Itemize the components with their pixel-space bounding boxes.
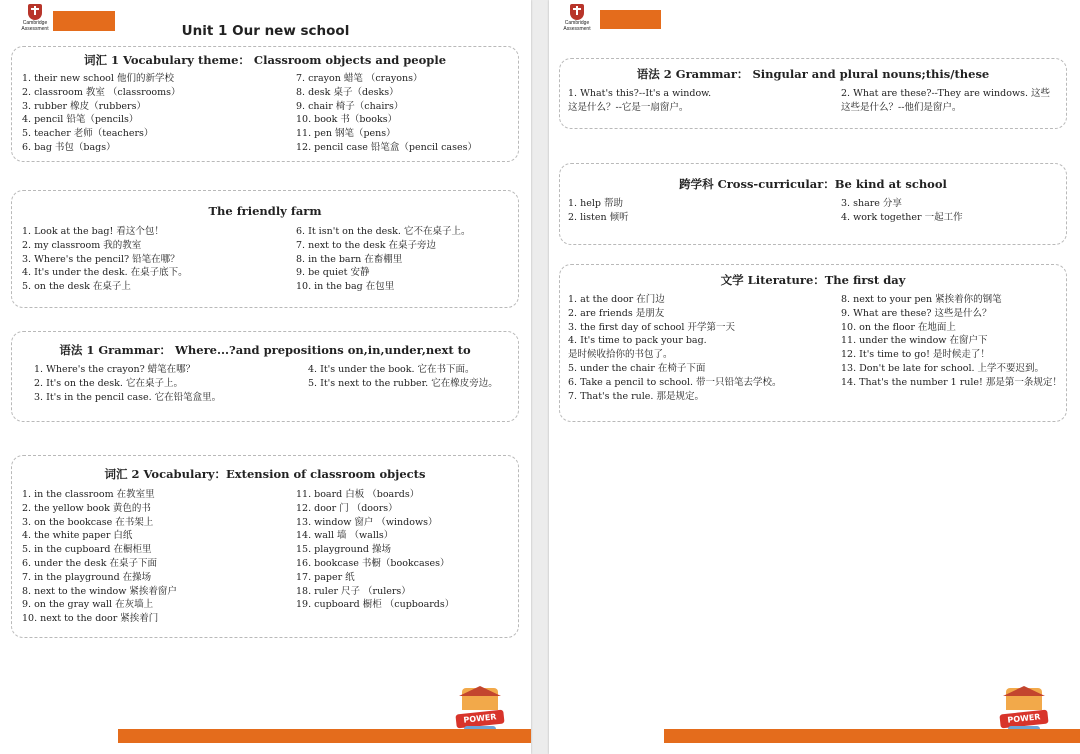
- list-item: 9. chair 椅子（chairs）: [296, 100, 404, 112]
- vocab2-section: [11, 455, 519, 638]
- list-item: 14. That's the number 1 rule! 那是第一条规定！: [841, 376, 1062, 388]
- list-item: 11. pen 钢笔（pens）: [296, 128, 396, 140]
- grammar2-left-list: [568, 87, 711, 115]
- list-item: 17. paper 纸: [296, 571, 355, 583]
- list-item: 2. It's on the desk. 它在桌子上。: [34, 377, 183, 389]
- list-item: 19. cupboard 橱柜 （cupboards）: [296, 599, 455, 611]
- page-1: [0, 0, 531, 754]
- section-title: 语法 1 Grammar： Where...?and prepositions on,in,under,next to: [59, 343, 471, 357]
- cross-right-list: [841, 197, 963, 225]
- list-item: 11. board 白板 （boards）: [296, 489, 420, 500]
- list-item: 4. It's time to pack your bag.: [568, 335, 707, 347]
- list-item: 1. in the classroom 在教室里: [22, 489, 155, 500]
- cross-curricular-section: [559, 163, 1067, 245]
- logo-line-2: Assessment: [563, 25, 591, 32]
- list-item: 1. help 帮助: [568, 198, 623, 209]
- grammar2-right-list: [841, 87, 1050, 115]
- list-item: 是时候收拾你的书包了。: [568, 349, 673, 361]
- vocab2-left-list: [22, 488, 177, 626]
- header-orange-bar: [600, 10, 661, 29]
- friendly-farm-section: [11, 190, 519, 308]
- logo-line-1: Cambridge: [22, 20, 48, 26]
- section-title: The friendly farm: [208, 204, 322, 218]
- vocab2-right-list: [296, 488, 454, 612]
- list-item: 9. on the gray wall 在灰墙上: [22, 599, 154, 611]
- list-item: 2. What are these?--They are windows. 这些: [841, 88, 1050, 99]
- list-item: 9. What are these? 这些是什么？: [841, 307, 992, 319]
- list-item: 5. on the desk 在桌子上: [22, 281, 131, 293]
- list-item: 1. their new school 他们的新学校: [22, 73, 174, 84]
- list-item: 2. my classroom 我的教室: [22, 239, 142, 251]
- list-item: 3. rubber 橡皮（rubbers）: [22, 100, 146, 112]
- list-item: 10. next to the door 紧挨着门: [22, 613, 159, 625]
- list-item: 3. Where's the pencil? 铅笔在哪？: [22, 253, 180, 265]
- list-item: 10. on the floor 在地面上: [841, 321, 956, 333]
- power-up-label: POWER: [455, 710, 504, 729]
- list-item: 3. on the bookcase 在书架上: [22, 516, 154, 528]
- list-item: 16. bookcase 书橱（bookcases）: [296, 557, 450, 569]
- list-item: 8. next to the window 紧挨着窗户: [22, 585, 177, 597]
- list-item: 4. pencil 铅笔（pencils）: [22, 114, 139, 126]
- section-title: 跨学科 Cross-curricular：Be kind at school: [679, 177, 947, 191]
- list-item: 13. Don't be late for school. 上学不要迟到。: [841, 362, 1045, 374]
- list-item: 9. be quiet 安静: [296, 267, 370, 279]
- list-item: 3. It's in the pencil case. 它在铅笔盒里。: [34, 391, 222, 403]
- list-item: 3. share 分享: [841, 198, 902, 209]
- list-item: 10. in the bag 在包里: [296, 281, 395, 293]
- list-item: 1. Look at the bag! 看这个包！: [22, 226, 164, 237]
- page-title: Unit 1 Our new school: [181, 23, 350, 39]
- literature-right-list: [841, 293, 1062, 390]
- grammar2-section: [559, 58, 1067, 129]
- list-item: 1. What's this?--It's a window.: [568, 88, 712, 99]
- list-item: 5. under the chair 在椅子下面: [568, 362, 706, 374]
- vocab1-section: [11, 46, 519, 162]
- list-item: 13. window 窗户 （windows）: [296, 516, 438, 528]
- list-item: 15. playground 操场: [296, 544, 391, 556]
- list-item: 5. teacher 老师（teachers）: [22, 128, 154, 140]
- grammar1-right-list: [308, 363, 498, 391]
- list-item: 7. in the playground 在操场: [22, 571, 152, 583]
- list-item: 7. That's the rule. 那是规定。: [568, 390, 704, 402]
- list-item: 6. It isn't on the desk. 它不在桌子上。: [296, 226, 471, 237]
- list-item: 4. It's under the desk. 在桌子底下。: [22, 267, 188, 279]
- section-title: 语法 2 Grammar： Singular and plural nouns;this/these: [636, 67, 990, 81]
- footer-orange-bar: [118, 729, 531, 743]
- section-title: 词汇 2 Vocabulary：Extension of classroom objects: [104, 467, 426, 481]
- list-item: 6. bag 书包（bags）: [22, 141, 116, 153]
- list-item: 6. Take a pencil to school. 带一只铅笔去学校。: [568, 376, 782, 388]
- cambridge-shield-icon: [28, 4, 42, 20]
- footer-orange-bar: [664, 729, 1080, 743]
- grammar1-section: [11, 331, 519, 422]
- list-item: 14. wall 墙 （walls）: [296, 530, 394, 542]
- list-item: 12. It's time to go! 是时候走了！: [841, 349, 990, 361]
- logo-line-1: Cambridge: [564, 20, 590, 26]
- list-item: 这些是什么？--他们是窗户。: [841, 101, 962, 113]
- list-item: 4. work together 一起工作: [841, 211, 963, 223]
- cross-left-list: [568, 197, 629, 225]
- list-item: 2. classroom 教室 （classrooms）: [22, 86, 181, 98]
- vocab1-left-list: [22, 72, 181, 155]
- list-item: 1. Where's the crayon? 蜡笔在哪？: [34, 364, 196, 375]
- section-title: 文学 Literature：The first day: [720, 273, 906, 287]
- list-item: 5. in the cupboard 在橱柜里: [22, 544, 152, 556]
- logo-line-2: Assessment: [21, 25, 49, 32]
- list-item: 7. next to the desk 在桌子旁边: [296, 239, 437, 251]
- list-item: 6. under the desk 在桌子下面: [22, 557, 158, 569]
- literature-left-list: [568, 293, 782, 403]
- list-item: 5. It's next to the rubber. 它在橡皮旁边。: [308, 377, 498, 389]
- cambridge-shield-icon: [570, 4, 584, 20]
- list-item: 4. the white paper 白纸: [22, 530, 133, 542]
- section-title: 词汇 1 Vocabulary theme： Classroom objects and people: [83, 53, 447, 67]
- list-item: 3. the first day of school 开学第一天: [568, 321, 735, 333]
- list-item: 这是什么？--它是一扇窗户。: [568, 101, 689, 113]
- cambridge-logo: [561, 4, 593, 32]
- roof-icon: [1003, 686, 1045, 696]
- list-item: 12. pencil case 铅笔盒（pencil cases）: [296, 141, 477, 153]
- list-item: 18. ruler 尺子 （rulers）: [296, 585, 411, 597]
- list-item: 1. at the door 在门边: [568, 294, 665, 305]
- list-item: 2. are friends 是朋友: [568, 307, 665, 319]
- vocab1-right-list: [296, 72, 477, 155]
- list-item: 2. listen 倾听: [568, 211, 629, 223]
- page-2: [549, 0, 1080, 754]
- literature-section: [559, 264, 1067, 422]
- roof-icon: [459, 686, 501, 696]
- list-item: 2. the yellow book 黄色的书: [22, 502, 151, 514]
- list-item: 10. book 书（books）: [296, 114, 398, 126]
- farm-right-list: [296, 225, 470, 294]
- list-item: 8. next to your pen 紧挨着你的钢笔: [841, 294, 1002, 305]
- grammar1-left-list: [34, 363, 221, 404]
- list-item: 8. in the barn 在畜棚里: [296, 253, 403, 265]
- list-item: 4. It's under the book. 它在书下面。: [308, 364, 475, 375]
- list-item: 12. door 门 （doors）: [296, 502, 398, 514]
- list-item: 8. desk 桌子（desks）: [296, 86, 399, 98]
- list-item: 7. crayon 蜡笔 （crayons）: [296, 73, 423, 84]
- power-up-label: POWER: [999, 710, 1048, 729]
- farm-left-list: [22, 225, 188, 294]
- list-item: 11. under the window 在窗户下: [841, 335, 988, 347]
